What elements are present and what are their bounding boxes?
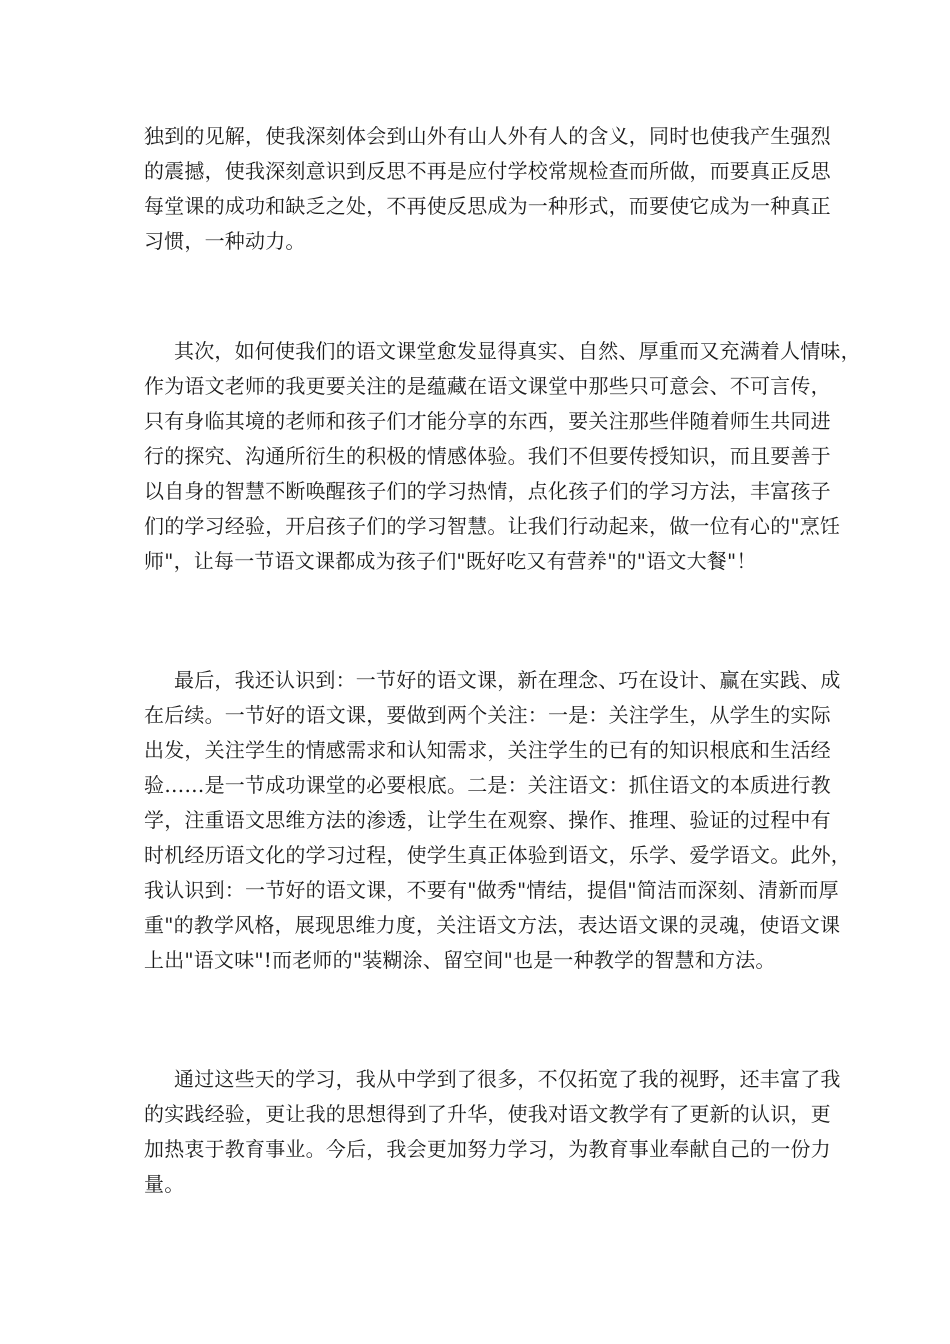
text-line: 的实践经验，更让我的思想得到了升华，使我对语文教学有了更新的认识，更: [144, 1102, 831, 1126]
text-line: 加热衷于教育事业。今后，我会更加努力学习，为教育事业奉献自己的一份力: [144, 1137, 831, 1161]
text-line: 通过这些天的学习，我从中学到了很多，不仅拓宽了我的视野，还丰富了我: [174, 1067, 841, 1091]
text-line: 重"的教学风格，展现思维力度，关注语文方法，表达语文课的灵魂，使语文课: [144, 913, 841, 937]
text-line: 最后，我还认识到：一节好的语文课，新在理念、巧在设计、赢在实践、成: [174, 668, 841, 692]
text-line: 时机经历语文化的学习过程，使学生真正体验到语文，乐学、爱学语文。此外，: [144, 843, 851, 867]
text-line: 我认识到：一节好的语文课，不要有"做秀"情结，提倡"简洁而深刻、清新而厚: [144, 878, 839, 902]
text-line: 在后续。一节好的语文课，要做到两个关注：一是：关注学生，从学生的实际: [144, 703, 831, 727]
text-line: 行的探究、沟通所衍生的积极的情感体验。我们不但要传授知识，而且要善于: [144, 444, 831, 468]
text-line: 以自身的智慧不断唤醒孩子们的学习热情，点化孩子们的学习方法，丰富孩子: [144, 479, 831, 503]
text-line: 的震撼，使我深刻意识到反思不再是应付学校常规检查而所做，而要真正反思: [144, 159, 831, 183]
text-line: 只有身临其境的老师和孩子们才能分享的东西，要关注那些伴随着师生共同进: [144, 409, 831, 433]
text-line: 上出"语文味"!而老师的"装糊涂、留空间"也是一种教学的智慧和方法。: [144, 948, 776, 972]
text-line: 量。: [144, 1172, 185, 1196]
text-line: 出发，关注学生的情感需求和认知需求，关注学生的已有的知识根底和生活经: [144, 738, 831, 762]
text-line: 们的学习经验，开启孩子们的学习智慧。让我们行动起来，做一位有心的"烹饪: [144, 514, 841, 538]
text-line: 师"，让每一节语文课都成为孩子们"既好吃又有营养"的"语文大餐"！: [144, 549, 757, 573]
text-line: 作为语文老师的我更要关注的是蕴藏在语文课堂中那些只可意会、不可言传，: [144, 374, 831, 398]
text-line: 其次，如何使我们的语文课堂愈发显得真实、自然、厚重而又充满着人情味，: [174, 339, 861, 363]
text-line: 每堂课的成功和缺乏之处，不再使反思成为一种形式，而要使它成为一种真正: [144, 194, 831, 218]
text-line: 习惯，一种动力。: [144, 229, 306, 253]
text-line: 独到的见解，使我深刻体会到山外有山人外有人的含义，同时也使我产生强烈: [144, 124, 831, 148]
text-line: 学，注重语文思维方法的渗透，让学生在观察、操作、推理、验证的过程中有: [144, 808, 831, 832]
text-line: 验……是一节成功课堂的必要根底。二是：关注语文：抓住语文的本质进行教: [144, 773, 831, 797]
